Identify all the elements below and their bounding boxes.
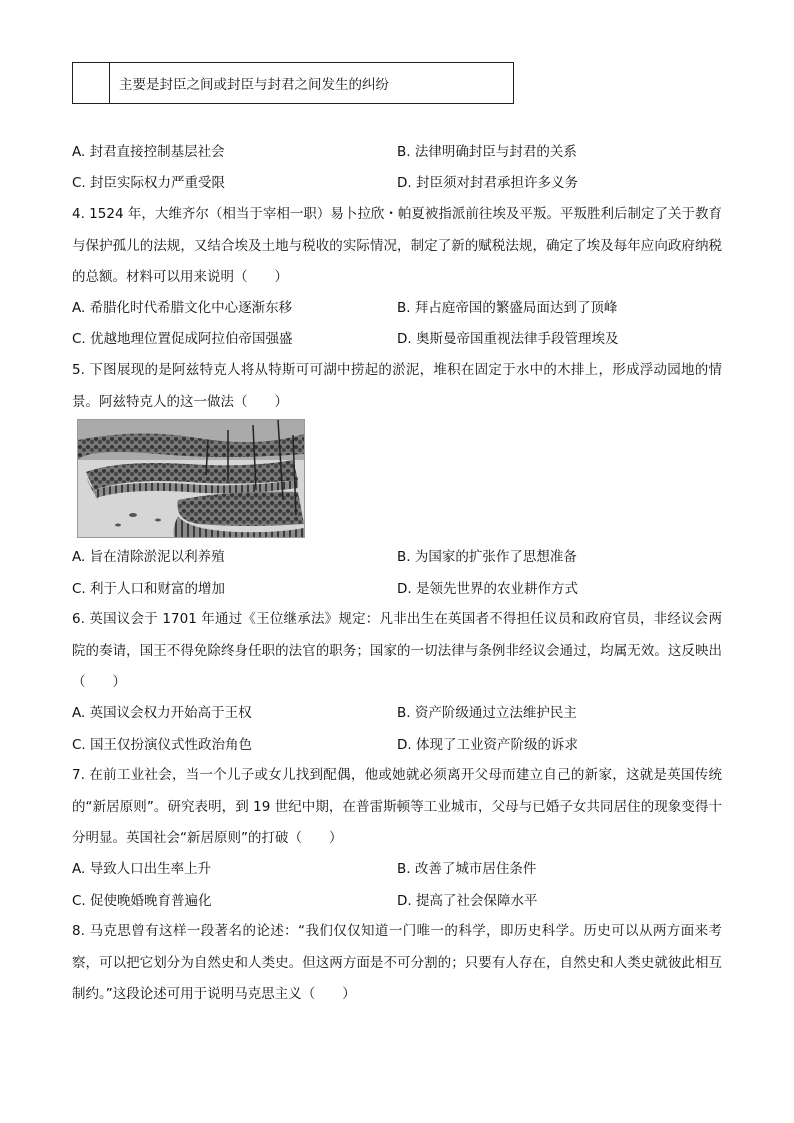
- q6-option-a[interactable]: A. 英国议会权力开始高于王权: [72, 705, 252, 721]
- q7-option-a[interactable]: A. 导致人口出生率上升: [72, 861, 212, 877]
- q7-option-b[interactable]: B. 改善了城市居住条件: [397, 861, 537, 877]
- q5-option-a[interactable]: A. 旨在清除淤泥以利养殖: [72, 549, 225, 565]
- q6-option-c[interactable]: C. 国王仅扮演仪式性政治角色: [72, 737, 253, 753]
- q5-stem: 5. 下图展现的是阿兹特克人将从特斯可可湖中捞起的淤泥，堆积在固定于水中的木排上，形成浮动园地的情景。阿兹特克人的这一做法（ ）: [72, 362, 722, 410]
- q6-option-d[interactable]: D. 体现了工业资产阶级的诉求: [397, 737, 578, 753]
- table-row-text: 主要是封臣之间或封臣与封君之间发生的纠纷: [119, 77, 389, 93]
- q6-option-b[interactable]: B. 资产阶级通过立法维护民主: [397, 705, 577, 721]
- q3-option-a[interactable]: A. 封君直接控制基层社会: [72, 144, 225, 160]
- table-cell-empty: [73, 63, 110, 103]
- table-cell-text: [110, 63, 513, 103]
- q4-option-d[interactable]: D. 奥斯曼帝国重视法律手段管理埃及: [397, 331, 619, 347]
- q4-option-a[interactable]: A. 希腊化时代希腊文化中心逐渐东移: [72, 300, 293, 316]
- q5-option-c[interactable]: C. 利于人口和财富的增加: [72, 581, 226, 597]
- q4-option-c[interactable]: C. 优越地理位置促成阿拉伯帝国强盛: [72, 331, 293, 347]
- q7-option-c[interactable]: C. 促使晚婚晚育普遍化: [72, 893, 212, 909]
- q5-option-d[interactable]: D. 是领先世界的农业耕作方式: [397, 581, 578, 597]
- q6-stem: 6. 英国议会于 1701 年通过《王位继承法》规定：凡非出生在英国者不得担任议员和政府官员，非经议会两院的奏请，国王不得免除终身任职的法官的职务；国家的一切法律与条例非经议会通过，均属无效。这反映出（ ）: [72, 611, 722, 690]
- q4-stem: 4. 1524 年，大维齐尔（相当于宰相一职）易卜拉欣・帕夏被指派前往埃及平叛。平叛胜利后制定了关于教育与保护孤儿的法规，又结合埃及土地与税收的实际情况，制定了新的赋税法规，确定了埃及每年应向政府纳税的总额。材料可以用来说明（ ）: [72, 206, 722, 285]
- q3-option-d[interactable]: D. 封臣须对封君承担许多义务: [397, 175, 578, 191]
- q8-stem: 8. 马克思曾有这样一段著名的论述：“我们仅仅知道一门唯一的科学，即历史科学。历史可以从两方面来考察，可以把它划分为自然史和人类史。但这两方面是不可分割的；只要有人存在，自然史和人类史就彼此相互制约。”这段论述可用于说明马克思主义（ ）: [72, 923, 722, 1002]
- q7-stem: 7. 在前工业社会，当一个儿子或女儿找到配偶，他或她就必须离开父母而建立自己的新家，这就是英国传统的“新居原则”。研究表明，到 19 世纪中期，在普雷斯顿等工业城市，父母与已婚子女共同居住的现象变得十分明显。英国社会“新居原则”的打破（ ）: [72, 767, 722, 846]
- q7-option-d[interactable]: D. 提高了社会保障水平: [397, 893, 538, 909]
- q5-option-b[interactable]: B. 为国家的扩张作了思想准备: [397, 549, 577, 565]
- question-table: [72, 62, 514, 104]
- floating-garden-photo: [77, 419, 305, 538]
- q3-option-c[interactable]: C. 封臣实际权力严重受限: [72, 175, 226, 191]
- q3-option-b[interactable]: B. 法律明确封臣与封君的关系: [397, 144, 577, 160]
- q4-option-b[interactable]: B. 拜占庭帝国的繁盛局面达到了顶峰: [397, 300, 618, 316]
